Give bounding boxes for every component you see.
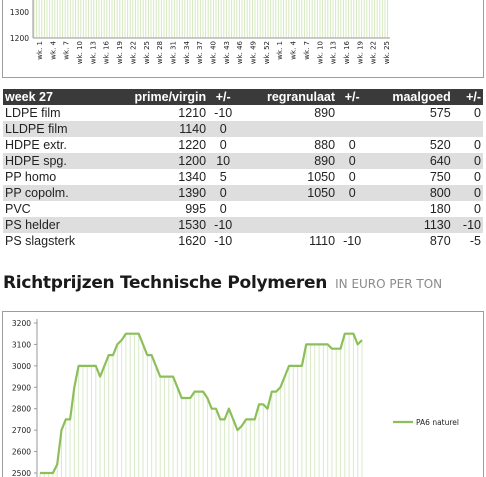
cell-regranulaat: 1050	[307, 170, 336, 184]
section-title-main: Richtprijzen Technische Polymeren	[3, 273, 328, 293]
y-tick-label: 3200	[11, 319, 31, 328]
top-week-label: wk. 34	[182, 41, 191, 65]
y-tick-label: 3000	[11, 361, 31, 371]
cell-product: PS helder	[3, 217, 105, 233]
top-y-tick-label: 1300	[9, 8, 29, 17]
top-week-label: wk. 10	[76, 41, 85, 65]
cell-regranulaat: 890	[314, 106, 336, 120]
top-week-label: wk. 7	[62, 41, 71, 60]
cell-prime: 1200	[105, 153, 208, 169]
cell-prime-change: 0	[208, 121, 238, 137]
cell-product: HDPE extr.	[5, 138, 67, 152]
col-prime-change: +/-	[208, 89, 238, 105]
y-tick-label: 2900	[11, 383, 31, 393]
cell-prime-change: 0	[208, 185, 238, 201]
top-week-label: wk. 37	[196, 41, 205, 65]
top-week-label: wk. 19	[356, 41, 365, 65]
value-bars	[40, 334, 362, 477]
cell-regranulaat: 880	[314, 138, 336, 152]
cell-prime-change: -10	[214, 234, 233, 248]
cell-maalgoed-change: 0	[474, 202, 481, 216]
cell-product: PVC	[5, 202, 31, 216]
cell-maalgoed-change: -5	[469, 234, 481, 248]
top-week-label: wk. 25	[142, 41, 151, 65]
top-week-label: wk. 49	[249, 41, 258, 65]
cell-maalgoed-change: 0	[453, 185, 483, 201]
cell-maalgoed-change: 0	[453, 153, 483, 169]
col-maalgoed-change: +/-	[453, 89, 483, 105]
cell-regranulaat: 1050	[238, 185, 337, 201]
top-week-label: wk. 16	[342, 41, 351, 65]
top-week-label: wk. 22	[369, 41, 378, 65]
cell-maalgoed-change: 0	[474, 106, 481, 120]
cell-prime: 1220	[178, 138, 207, 152]
top-week-label: wk. 28	[156, 41, 165, 65]
top-week-label: wk. 43	[222, 41, 231, 65]
cell-regranulaat-change: 0	[337, 185, 367, 201]
col-regranulaat-change: +/-	[337, 89, 367, 105]
legend-label: PA6 naturel	[416, 418, 459, 427]
y-tick-label: 2500	[11, 469, 31, 477]
cell-prime: 995	[185, 202, 207, 216]
section-title-unit: IN EURO PER TON	[335, 277, 443, 291]
cell-maalgoed: 640	[367, 153, 452, 169]
cell-maalgoed-change: 0	[474, 138, 481, 152]
cell-product: PP copolm.	[3, 185, 105, 201]
cell-prime: 1210	[178, 106, 207, 120]
cell-maalgoed: 180	[429, 202, 451, 216]
cell-regranulaat: 890	[238, 153, 337, 169]
col-maalgoed: maalgoed	[367, 89, 452, 105]
top-week-label: wk. 1	[276, 41, 285, 60]
cell-maalgoed: 750	[429, 170, 451, 184]
col-regranulaat: regranulaat	[238, 89, 337, 105]
cell-maalgoed-change: 0	[474, 170, 481, 184]
top-week-label: wk. 4	[289, 41, 298, 60]
cell-maalgoed: 520	[429, 138, 451, 152]
top-week-label: wk. 31	[169, 41, 178, 65]
top-week-label: wk. 25	[383, 41, 391, 65]
top-y-tick-label: 1200	[9, 34, 29, 43]
y-tick-label: 3100	[11, 340, 31, 350]
cell-prime-change: -10	[208, 217, 238, 233]
cell-product: LDPE film	[5, 106, 61, 120]
cell-prime-change: 5	[219, 170, 227, 184]
top-week-label: wk. 4	[49, 41, 58, 60]
cell-maalgoed: 870	[429, 234, 451, 248]
cell-regranulaat-change: 0	[348, 170, 356, 184]
y-tick-label: 2800	[11, 404, 31, 414]
top-week-label: wk. 19	[116, 41, 125, 65]
y-tick-label: 2700	[11, 426, 31, 436]
cell-maalgoed: 575	[429, 106, 451, 120]
cell-maalgoed: 800	[367, 185, 452, 201]
cell-prime-change: 10	[208, 153, 238, 169]
top-week-label: wk. 40	[209, 41, 218, 65]
cell-prime: 1620	[178, 234, 207, 248]
top-week-label: wk. 52	[262, 41, 271, 65]
top-week-label: wk. 13	[329, 41, 338, 65]
cell-prime-change: 0	[219, 202, 227, 216]
cell-prime: 1390	[105, 185, 208, 201]
series-line-pa6	[40, 334, 362, 473]
cell-product: PP homo	[5, 170, 57, 184]
top-week-label: wk. 10	[316, 41, 325, 65]
cell-regranulaat-change: 0	[348, 138, 356, 152]
col-week: week 27	[3, 89, 105, 105]
cell-maalgoed-change: -10	[453, 217, 483, 233]
cell-product: LLDPE film	[3, 121, 105, 137]
top-week-label: wk. 46	[236, 41, 245, 65]
y-tick-label: 2600	[11, 447, 31, 457]
top-week-label: wk. 13	[89, 41, 98, 65]
top-week-label: wk. 16	[102, 41, 111, 65]
cell-prime: 1530	[105, 217, 208, 233]
cell-prime: 1340	[178, 170, 207, 184]
col-prime: prime/virgin	[105, 89, 208, 105]
cell-prime-change: -10	[214, 106, 233, 120]
top-week-label: wk. 7	[302, 41, 311, 60]
cell-regranulaat-change: -10	[343, 234, 362, 248]
cell-product: PS slagsterk	[5, 234, 76, 248]
cell-product: HDPE spg.	[3, 153, 105, 169]
cell-regranulaat: 1110	[309, 234, 336, 248]
cell-maalgoed: 1130	[367, 217, 452, 233]
top-week-label: wk. 1	[36, 41, 44, 60]
cell-prime: 1140	[105, 121, 208, 137]
cell-prime-change: 0	[219, 138, 227, 152]
cell-regranulaat-change: 0	[337, 153, 367, 169]
top-week-label: wk. 22	[129, 41, 138, 65]
